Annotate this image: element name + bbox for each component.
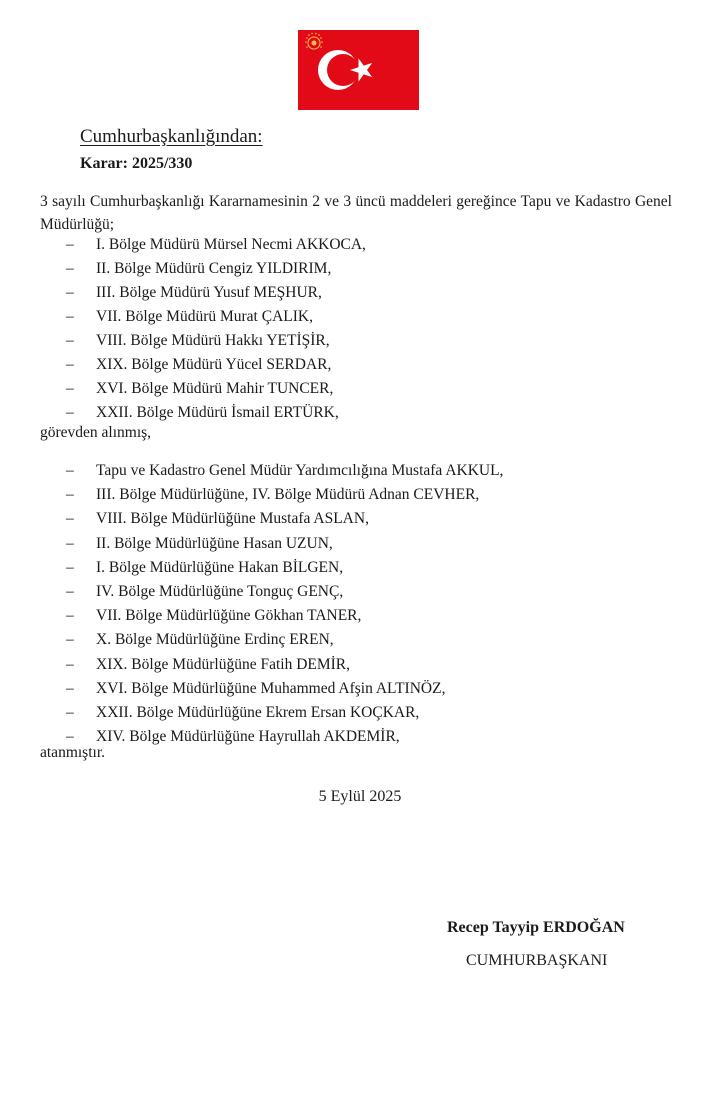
list-item: – Tapu ve Kadastro Genel Müdür Yardımcılığına Mustafa AKKUL, (66, 459, 503, 483)
issuer-heading: Cumhurbaşkanlığından: (80, 126, 263, 147)
list-item: – XXII. Bölge Müdürlüğüne Ekrem Ersan KOÇKAR, (66, 701, 503, 725)
list-item: – IV. Bölge Müdürlüğüne Tonguç GENÇ, (66, 580, 503, 604)
dash-bullet: – (66, 462, 74, 479)
list-item: – VII. Bölge Müdürlüğüne Gökhan TANER, (66, 604, 503, 628)
dash-bullet: – (66, 308, 74, 325)
list-item: – VII. Bölge Müdürü Murat ÇALIK, (66, 305, 366, 329)
dash-bullet: – (66, 703, 74, 721)
dash-bullet: – (66, 728, 74, 746)
dash-bullet: – (66, 510, 74, 528)
list-item: – XIX. Bölge Müdürlüğüne Fatih DEMİR, (66, 653, 503, 677)
appointed-closing-text: atanmıştır. (40, 744, 106, 761)
dash-bullet: – (66, 332, 74, 349)
list-item: – III. Bölge Müdürü Yusuf MEŞHUR, (66, 281, 366, 305)
dash-bullet: – (66, 534, 74, 552)
appointed-officials-list (66, 459, 503, 749)
list-item: – XIX. Bölge Müdürü Yücel SERDAR, (66, 353, 366, 377)
list-item: – I. Bölge Müdürü Mürsel Necmi AKKOCA, (66, 233, 366, 257)
dash-bullet: – (66, 679, 74, 697)
removed-officials-list (66, 233, 366, 425)
decision-number: Karar: 2025/330 (80, 155, 193, 172)
dash-bullet: – (66, 582, 74, 600)
dash-bullet: – (66, 284, 74, 301)
list-item: – I. Bölge Müdürlüğüne Hakan BİLGEN, (66, 556, 503, 580)
dash-bullet: – (66, 558, 74, 576)
turkish-flag-emblem (298, 30, 419, 110)
signer-title: CUMHURBAŞKANI (466, 952, 608, 969)
list-item: – XIV. Bölge Müdürlüğüne Hayrullah AKDEMİR, (66, 725, 503, 749)
list-item: – VIII. Bölge Müdürlüğüne Mustafa ASLAN, (66, 507, 503, 531)
list-item: – XVI. Bölge Müdürü Mahir TUNCER, (66, 377, 366, 401)
dash-bullet: – (66, 486, 74, 504)
dash-bullet: – (66, 655, 74, 673)
dash-bullet: – (66, 260, 74, 277)
dash-bullet: – (66, 380, 74, 397)
list-item: – X. Bölge Müdürlüğüne Erdinç EREN, (66, 628, 503, 652)
list-item: – II. Bölge Müdürlüğüne Hasan UZUN, (66, 532, 503, 556)
list-item: – XXII. Bölge Müdürü İsmail ERTÜRK, (66, 401, 366, 425)
removed-closing-text: görevden alınmış, (40, 424, 152, 441)
list-item: – III. Bölge Müdürlüğüne, IV. Bölge Müdürü Adnan CEVHER, (66, 483, 503, 507)
crescent-star-icon (298, 30, 419, 110)
dash-bullet: – (66, 236, 74, 253)
list-item: – II. Bölge Müdürü Cengiz YILDIRIM, (66, 257, 366, 281)
intro-paragraph: 3 sayılı Cumhurbaşkanlığı Kararnamesinin 2 ve 3 üncü maddeleri gereğince Tapu ve Kadastro Genel Müdürlüğü; (40, 193, 672, 233)
list-item: – VIII. Bölge Müdürü Hakkı YETİŞİR, (66, 329, 366, 353)
list-item: – XVI. Bölge Müdürlüğüne Muhammed Afşin ALTINÖZ, (66, 677, 503, 701)
dash-bullet: – (66, 607, 74, 625)
signer-name: Recep Tayyip ERDOĞAN (447, 919, 625, 936)
dash-bullet: – (66, 631, 74, 649)
decision-date: 5 Eylül 2025 (318, 788, 402, 805)
dash-bullet: – (66, 356, 74, 373)
dash-bullet: – (66, 404, 74, 421)
